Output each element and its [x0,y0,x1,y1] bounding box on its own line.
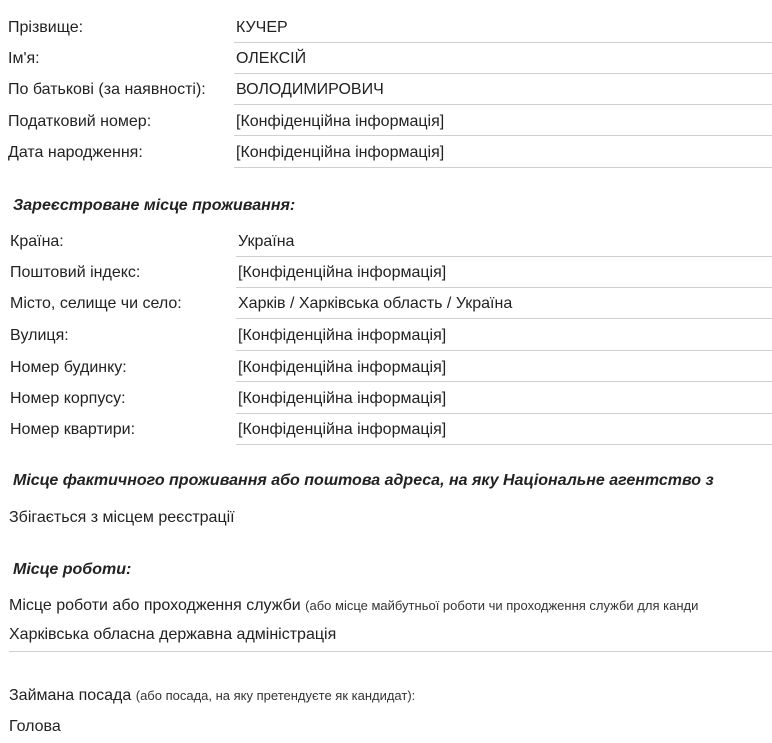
address-value-text: Харків / Харківська область / Україна [238,295,513,312]
workplace-value: Харківська обласна державна адміністрація [9,626,337,643]
address-label: Поштовий індекс: [10,264,141,281]
personal-label: Дата народження: [8,144,143,161]
address-row [0,257,772,288]
address-label: Країна: [10,233,64,250]
position-label: Займана посада [9,687,132,704]
address-value [236,320,772,351]
personal-value-text: [Конфіденційна інформація] [236,113,445,130]
personal-value [234,137,772,168]
address-value [236,383,772,414]
personal-label: По батькові (за наявності): [8,81,206,98]
workplace-label-line [9,596,698,616]
address-row [0,226,772,257]
address-label: Номер корпусу: [10,390,126,407]
address-row [0,414,772,445]
address-row [0,288,772,319]
personal-value-text: КУЧЕР [236,19,288,36]
personal-label: Прізвище: [8,19,84,36]
personal-label: Податковий номер: [8,113,152,130]
position-label-line [9,686,415,706]
address-label: Місто, селище чи село: [10,295,182,312]
personal-row [0,137,772,168]
address-label: Номер будинку: [10,359,127,376]
address-row [0,351,772,382]
personal-row [0,74,772,105]
actual-address-heading: Місце фактичного проживання або поштова адреса, на яку Національне агентство з [13,472,714,489]
personal-row [0,12,772,43]
position-note: (або посада, на яку претендуєте як кандидат): [135,688,416,703]
address-value-text: [Конфіденційна інформація] [238,264,447,281]
address-value-text: [Конфіденційна інформація] [238,359,447,376]
actual-address-value: Збігається з місцем реєстрації [9,509,235,526]
address-value [236,414,772,445]
address-value-text: [Конфіденційна інформація] [238,390,447,407]
registered-address-heading: Зареєстроване місце проживання: [13,197,296,214]
workplace-divider [9,651,772,652]
address-value-text: Україна [238,233,295,250]
address-value-text: [Конфіденційна інформація] [238,327,447,344]
workplace-label: Місце роботи або проходження служби [9,597,301,614]
workplace-note: (або місце майбутньої роботи чи проходження служби для канди [305,598,699,613]
address-value [236,351,772,382]
address-value [236,257,772,288]
personal-value [234,12,772,43]
personal-value [234,43,772,74]
address-value [236,288,772,319]
personal-value-text: ОЛЕКСІЙ [236,50,307,67]
address-value-text: [Конфіденційна інформація] [238,421,447,438]
address-row [0,320,772,351]
position-value: Голова [9,718,61,735]
personal-row [0,43,772,74]
personal-value [234,105,772,136]
personal-value-text: ВОЛОДИМИРОВИЧ [236,81,384,98]
personal-value-text: [Конфіденційна інформація] [236,144,445,161]
address-label: Номер квартири: [10,421,136,438]
work-heading: Місце роботи: [13,561,132,578]
address-value [236,226,772,257]
address-row [0,383,772,414]
personal-label: Ім'я: [8,50,40,67]
personal-value [234,74,772,105]
personal-row [0,105,772,136]
address-label: Вулиця: [10,327,69,344]
